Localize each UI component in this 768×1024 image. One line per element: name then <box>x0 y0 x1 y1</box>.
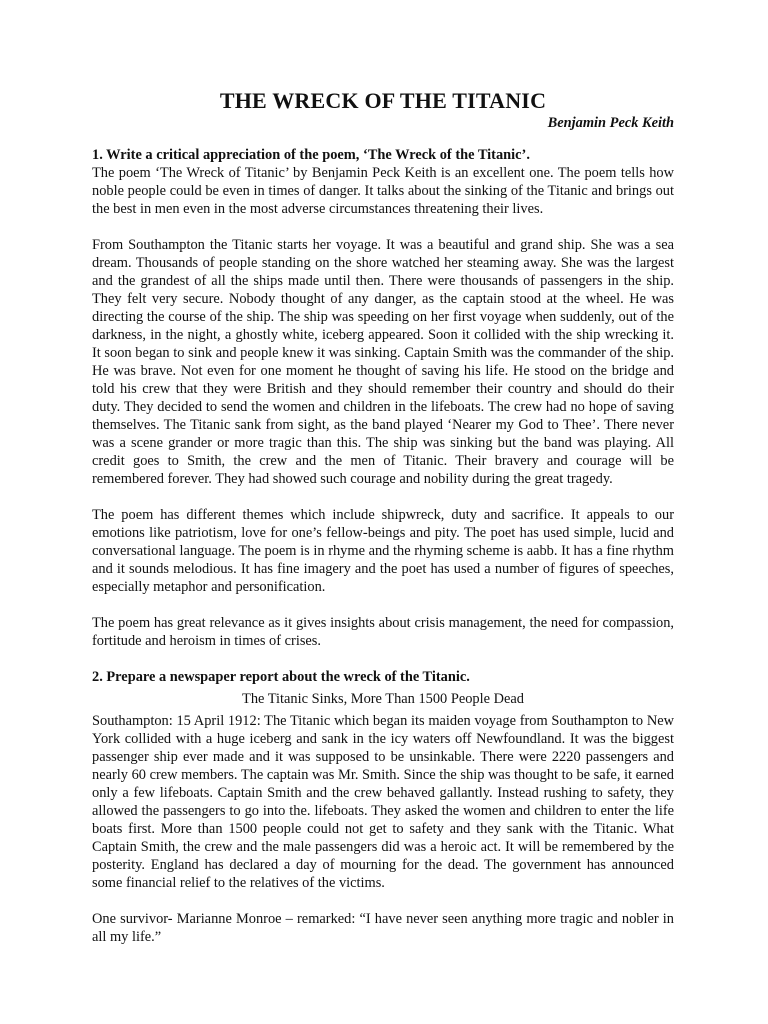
newspaper-headline: The Titanic Sinks, More Than 1500 People Dead <box>242 691 524 707</box>
q1-paragraph-3: The poem has different themes which include shipwreck, duty and sacrifice. It appeals to our emotions like patriotism, love for one’s fellow-beings and pity. The poet has used simple, lucid and conversational language. The poem is in rhyme and the rhyming scheme is aabb. It has a fine rhythm and it sounds melodious. It has fine imagery and the poet has used a number of figures of speeches, especially metaphor and personification. <box>92 507 674 595</box>
q1-paragraph-2: From Southampton the Titanic starts her voyage. It was a beautiful and grand ship. She was a sea dream. Thousands of people standing on the shore watched her steaming away. She was the largest and the grandest of all the ships made until then. There were thousands of passengers in the ship. They felt very secure. Nobody thought of any danger, as the captain stood at the wheel. He was directing the course of the ship. The ship was speeding on her first voyage when suddenly, out of the darkness, in the night, a ghostly white, iceberg appeared. Soon it collided with the ship wrecking it. It soon began to sink and people knew it was sinking. Captain Smith was the commander of the ship. He was brave. Not even for one moment he thought of saving his life. He stood on the bridge and told his crew that they were British and they should remember their country and should do their duty. They decided to send the women and children in the lifeboats. The crew had no hope of saving themselves. The Titanic sank from sight, as the band played ‘Nearer my God to Thee’. There never was a scene grander or more tragic than this. The ship was sinking but the band was playing. All credit goes to Smith, the crew and the men of Titanic. Their bravery and courage will be remembered forever. They had showed such courage and nobility during the great tragedy. <box>92 237 674 487</box>
author-name: Benjamin Peck Keith <box>547 115 674 131</box>
q2-paragraph-1: Southampton: 15 April 1912: The Titanic which began its maiden voyage from Southampton to New York collided with a huge iceberg and sank in the icy waters off Newfoundland. It was the biggest passenger ship ever made and it was supposed to be unsinkable. There were 2220 passengers and nearly 60 crew members. The captain was Mr. Smith. Since the ship was thought to be safe, it earned only a few lifeboats. Captain Smith and the crew behaved gallantly. Instead rushing to safety, they allowed the passengers to go into the. lifeboats. They asked the women and children to enter the life boats first. More than 1500 people could not get to safety and they sank with the Titanic. What Captain Smith, the crew and the male passengers did was a heroic act. It will be remembered by the posterity. England has declared a day of mourning for the dead. The government has announced some financial relief to the relatives of the victims. <box>92 713 674 891</box>
question-1: 1. Write a critical appreciation of the poem, ‘The Wreck of the Titanic’. <box>92 147 530 163</box>
q2-paragraph-2: One survivor- Marianne Monroe – remarked: “I have never seen anything more tragic and nobler in all my life.” <box>92 911 674 945</box>
q1-paragraph-1: The poem ‘The Wreck of Titanic’ by Benjamin Peck Keith is an excellent one. The poem tells how noble people could be even in times of danger. It talks about the sinking of the Titanic and brings out the best in men even in the most adverse circumstances threatening their lives. <box>92 165 674 217</box>
q1-paragraph-4: The poem has great relevance as it gives insights about crisis management, the need for compassion, fortitude and heroism in times of crises. <box>92 615 674 649</box>
document-title: THE WRECK OF THE TITANIC <box>219 88 547 113</box>
question-2: 2. Prepare a newspaper report about the wreck of the Titanic. <box>92 669 470 685</box>
document-page <box>92 88 674 964</box>
